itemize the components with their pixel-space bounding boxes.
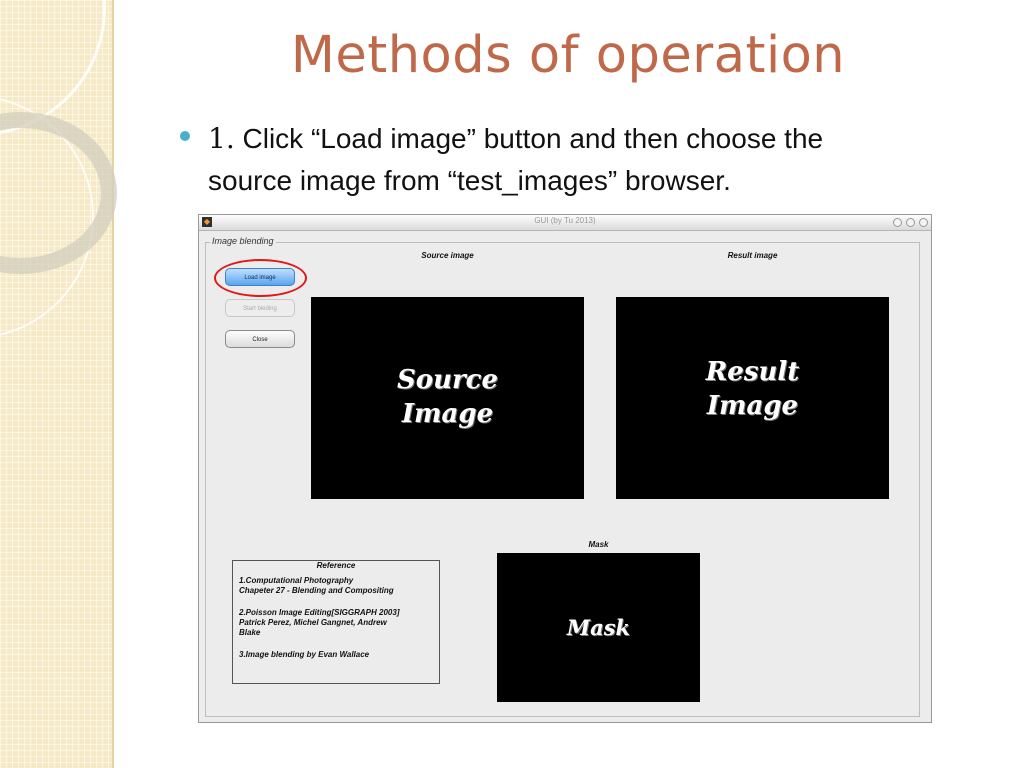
gui-window: [198, 214, 932, 723]
reference-item: Chapeter 27 - Blending and Compositing: [239, 586, 394, 595]
reference-item: 2.Poisson Image Editing[SIGGRAPH 2003]: [239, 608, 400, 617]
panel-label: Image blending: [212, 236, 274, 246]
window-title: GUI (by Tu 2013): [534, 216, 596, 225]
window-close-button[interactable]: [919, 218, 928, 227]
source-image-display: [311, 297, 584, 499]
reference-item: 1.Computational Photography: [239, 576, 354, 585]
decorative-ring: [0, 112, 117, 274]
load-image-button[interactable]: Load image: [225, 268, 295, 286]
bullet-dot-icon: [180, 131, 190, 141]
mask-label: Mask: [588, 540, 609, 549]
slide-title: Methods of operation: [290, 26, 846, 85]
matlab-app-icon: ◆: [203, 217, 211, 226]
reference-title: Reference: [316, 561, 356, 570]
window-titlebar[interactable]: [199, 215, 931, 231]
minimize-button[interactable]: [893, 218, 902, 227]
reference-item: Patrick Perez, Michel Gangnet, Andrew: [239, 618, 387, 627]
mask-image-display: [497, 553, 700, 702]
result-image-label: Result image: [727, 251, 778, 260]
result-image-text: Result: [705, 357, 800, 388]
reference-item: 3.Image blending by Evan Wallace: [239, 650, 370, 659]
source-image-text: Image: [401, 399, 494, 429]
source-image-label: Source image: [421, 251, 474, 260]
bullet-line-1: Click “Load image” button and then choose the: [234, 123, 824, 154]
result-image-text: Image: [706, 391, 799, 421]
mask-image-text: Mask: [566, 614, 631, 640]
reference-box: [232, 560, 440, 684]
bullet-number: 1.: [208, 122, 235, 155]
start-blending-button[interactable]: Start bleding: [225, 299, 295, 317]
bullet-text: [208, 118, 998, 202]
close-button[interactable]: Close: [225, 330, 295, 348]
source-image-text: Source: [396, 365, 499, 396]
decorative-strip: [0, 0, 114, 768]
bullet-line-2: source image from “test_images” browser.: [208, 165, 731, 196]
result-image-display: [616, 297, 889, 499]
reference-item: Blake: [239, 628, 261, 637]
maximize-button[interactable]: [906, 218, 915, 227]
